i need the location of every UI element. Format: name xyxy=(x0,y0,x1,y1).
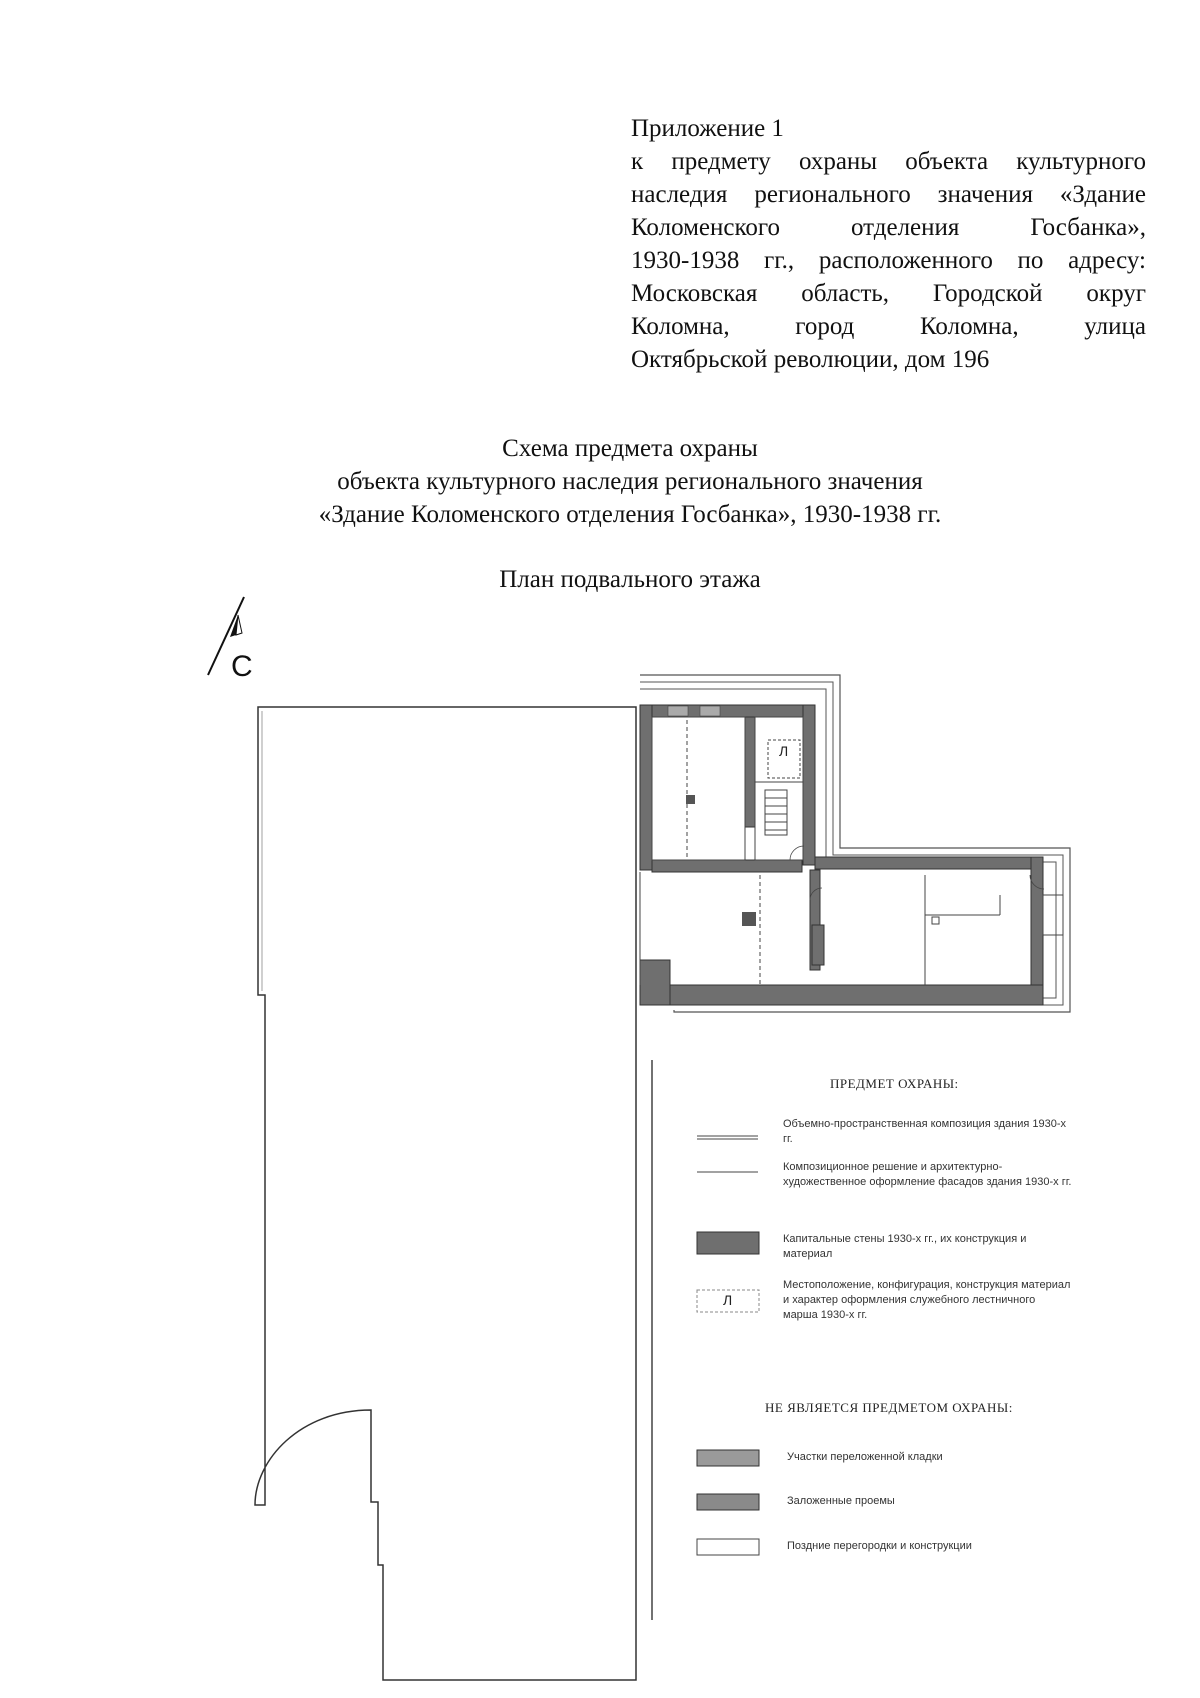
annex-line: Приложение 1 xyxy=(631,115,784,142)
volume-outline-lines xyxy=(640,675,1070,1012)
legend-item: Поздние перегородки и конструкции xyxy=(787,1540,972,1552)
scheme-title-line: объекта культурного наследия регионального значения xyxy=(337,468,923,495)
annex-line: Коломенского отделения Госбанка», xyxy=(631,214,1146,241)
north-label: С xyxy=(231,650,253,683)
scheme-title xyxy=(0,432,1200,531)
annex-line: Октябрьской революции, дом 196 xyxy=(631,346,990,373)
diagonal-hatch-swatch-icon xyxy=(697,1494,759,1510)
annex-line: 1930-1938 гг., расположенного по адресу: xyxy=(631,247,1146,274)
reworked-masonry-patch xyxy=(668,706,688,716)
legend-item: Объемно-пространственная композиция здания 1930-х гг. xyxy=(783,1118,1067,1145)
legend-item: Участки переложенной кладки xyxy=(787,1451,943,1463)
legend-not-protected-heading: НЕ ЯВЛЯЕТСЯ ПРЕДМЕТОМ ОХРАНЫ: xyxy=(765,1400,1013,1415)
column xyxy=(742,912,756,926)
annex-line: к предмету охраны объекта культурного xyxy=(631,148,1146,175)
legend-item: Композиционное решение и архитектурно-художественное оформление фасадов здания 1930-х гг. xyxy=(783,1161,1072,1188)
scheme-title-line: Схема предмета охраны xyxy=(502,435,758,462)
legend-item: Капитальные стены 1930-х гг., их конструкция и материал xyxy=(783,1233,1027,1260)
column xyxy=(932,917,939,924)
legend-item: Местоположение, конфигурация, конструкция материал и характер оформления служебного лестничного марша 1930-х гг. xyxy=(783,1279,1071,1321)
reworked-masonry-patch xyxy=(700,706,720,716)
annex-line: Московская область, Городской округ xyxy=(631,280,1146,307)
annex-header xyxy=(631,112,1146,376)
annex-line: Коломна, город Коломна, улица xyxy=(631,313,1146,340)
annex-line: наследия регионального значения «Здание xyxy=(631,181,1146,208)
dotted-hatch-swatch-icon xyxy=(697,1450,759,1466)
legend-protected-heading: ПРЕДМЕТ ОХРАНЫ: xyxy=(830,1076,959,1091)
legend-stair-label: Л xyxy=(723,1292,733,1308)
stair-room-label: Л xyxy=(779,743,789,759)
legend-swatches xyxy=(697,1136,759,1555)
floor-title: План подвального этажа xyxy=(499,566,761,593)
building-outline xyxy=(255,707,636,1680)
dark-fill-swatch-icon xyxy=(697,1232,759,1254)
empty-swatch-icon xyxy=(697,1539,759,1555)
scheme-title-line: «Здание Коломенского отделения Госбанка», 1930-1938 гг. xyxy=(318,501,942,528)
column xyxy=(686,795,695,804)
legend-item: Заложенные проемы xyxy=(787,1495,895,1507)
